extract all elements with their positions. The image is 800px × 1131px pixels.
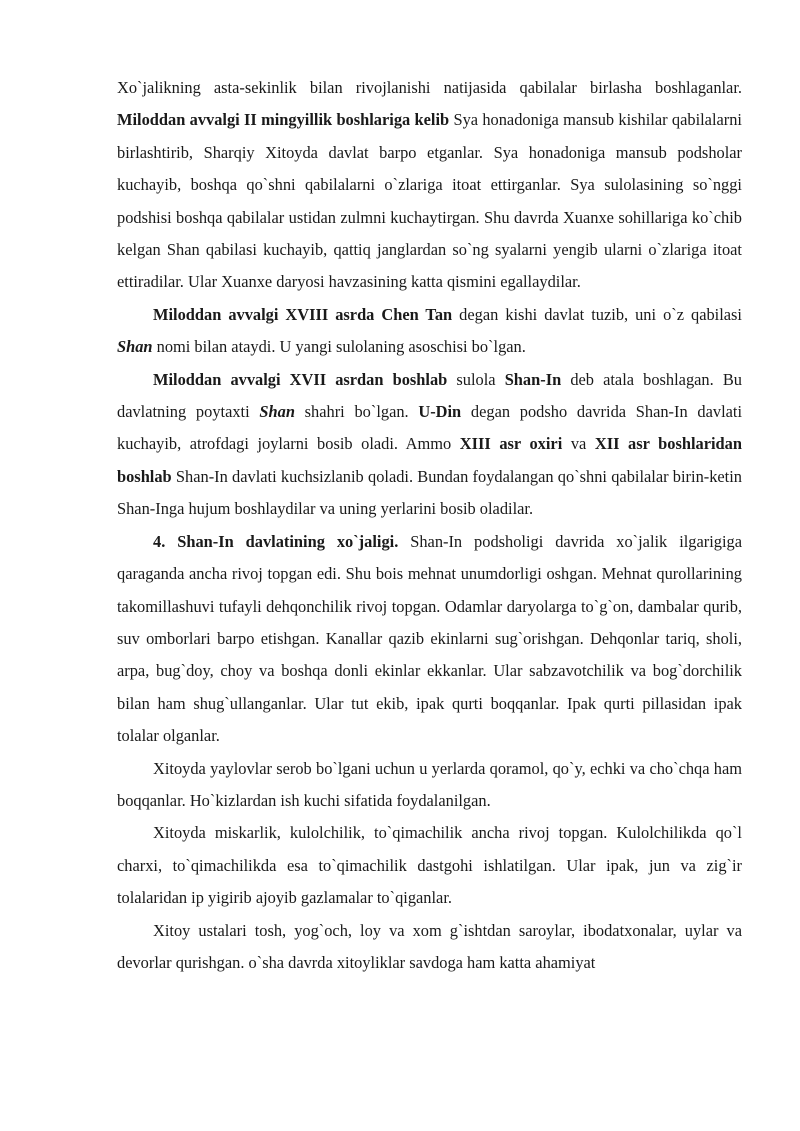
emphasized-text: Miloddan avvalgi XVIII asrda Chen Tan xyxy=(153,304,453,324)
paragraph-p6 xyxy=(117,817,742,914)
emphasized-text: Shan-In xyxy=(504,369,562,389)
body-text: degan podsho davrida Shan-In davlati kuchayib, atrofdagi joylarni bosib oladi. Ammo xyxy=(117,402,743,454)
body-text: Shan-In podsholigi davrida xo`jalik ilgarigiga qaraganda ancha rivoj topgan edi. Shu bois mehnat unumdorligi oshgan. Mehnat qurollarining takomillashuvi tufayli dehqonchilik rivoj topgan. Odamlar daryolarga to`g`on, dambalar qurib, suv omborlari barpo etishgan. Kanallar qazib ekinlarni sug`orishgan. Dehqonlar tariq, sholi, arpa, bug`doy, choy va boshqa donli ekinlar ekkanlar. Ular sabzavotchilik va bog`dorchilik bilan ham shug`ullanganlar. Ular tut ekib, ipak qurti boqqanlar. Ipak qurti pillasidan ipak tolalar olganlar. xyxy=(117,531,742,746)
body-text: nomi bilan ataydi. U yangi sulolaning asoschisi bo`lgan. xyxy=(152,337,526,357)
body-text: sulola xyxy=(447,369,505,389)
emphasized-text: U-Din xyxy=(418,402,462,422)
paragraph-p5 xyxy=(117,753,742,818)
paragraph-p4 xyxy=(117,526,742,753)
emphasized-text: Shan xyxy=(259,402,295,422)
body-text: Xo`jalikning asta-sekinlik bilan rivojlanishi natijasida qabilalar birlasha boshlaganlar. xyxy=(117,78,742,97)
body-text: Xitoy ustalari tosh, yog`och, loy va xom g`ishtdan saroylar, ibodatxonalar, uylar va devorlar qurishgan. o`sha davrda xitoyliklar savdoga ham katta ahamiyat xyxy=(117,920,742,972)
paragraph-p2 xyxy=(117,299,742,364)
emphasized-text: Miloddan avvalgi XVII asrdan boshlab xyxy=(153,369,448,389)
body-text: degan kishi davlat tuzib, uni o`z qabilasi xyxy=(452,304,742,324)
emphasized-text: 4. Shan-In davlatining xo`jaligi. xyxy=(153,531,399,551)
emphasized-text: Miloddan avvalgi II mingyillik boshlariga kelib xyxy=(117,110,450,130)
body-text: va xyxy=(562,434,595,454)
body-text: Xitoyda yaylovlar serob bo`lgani uchun u yerlarda qoramol, qo`y, echki va cho`chqa ham boqqanlar. Ho`kizlardan ish kuchi sifatida foydalanilgan. xyxy=(117,758,742,810)
emphasized-text: XII asr boshlaridan boshlab xyxy=(117,434,742,486)
document-page xyxy=(117,72,742,979)
body-text: Sya honadoniga mansub kishilar qabilalarni birlashtirib, Sharqiy Xitoyda davlat barpo etganlar. Sya honadoniga mansub podsholar kuchayib, boshqa qo`shni qabilalarni o`zlariga itoat ettirganlar. Sya sulolasining so`nggi podshisi boshqa qabilalar ustidan zulmni kuchaytirgan. Shu davrda Xuanxe sohillariga ko`chib kelgan Shan qabilasi kuchayib, qattiq janglardan so`ng syalarni yengib ularni o`zlariga itoat ettiradilar. Ular Xuanxe daryosi havzasining katta qismini egallaydilar. xyxy=(117,110,742,292)
body-text: Shan-In davlati kuchsizlanib qoladi. Bundan foydalangan qo`shni qabilalar birin-ketin Shan-Inga hujum boshlaydilar va uning yerlarini bosib oladilar. xyxy=(117,466,742,519)
paragraph-p1 xyxy=(117,72,742,299)
paragraph-p3 xyxy=(117,364,742,526)
body-text: deb atala boshlagan. Bu davlatning poytaxti xyxy=(117,369,742,422)
paragraph-p7 xyxy=(117,915,742,980)
body-text: Xitoyda miskarlik, kulolchilik, to`qimachilik ancha rivoj topgan. Kulolchilikda qo`l charxi, to`qimachilikda esa to`qimachilik dastgohi ishlatilgan. Ular ipak, jun va zig`ir tolalaridan ip yigirib ajoyib gazlamalar to`qiganlar. xyxy=(117,823,742,908)
emphasized-text: Shan xyxy=(117,337,153,357)
emphasized-text: XIII asr oxiri xyxy=(459,434,563,454)
body-text: shahri bo`lgan. xyxy=(294,402,419,422)
